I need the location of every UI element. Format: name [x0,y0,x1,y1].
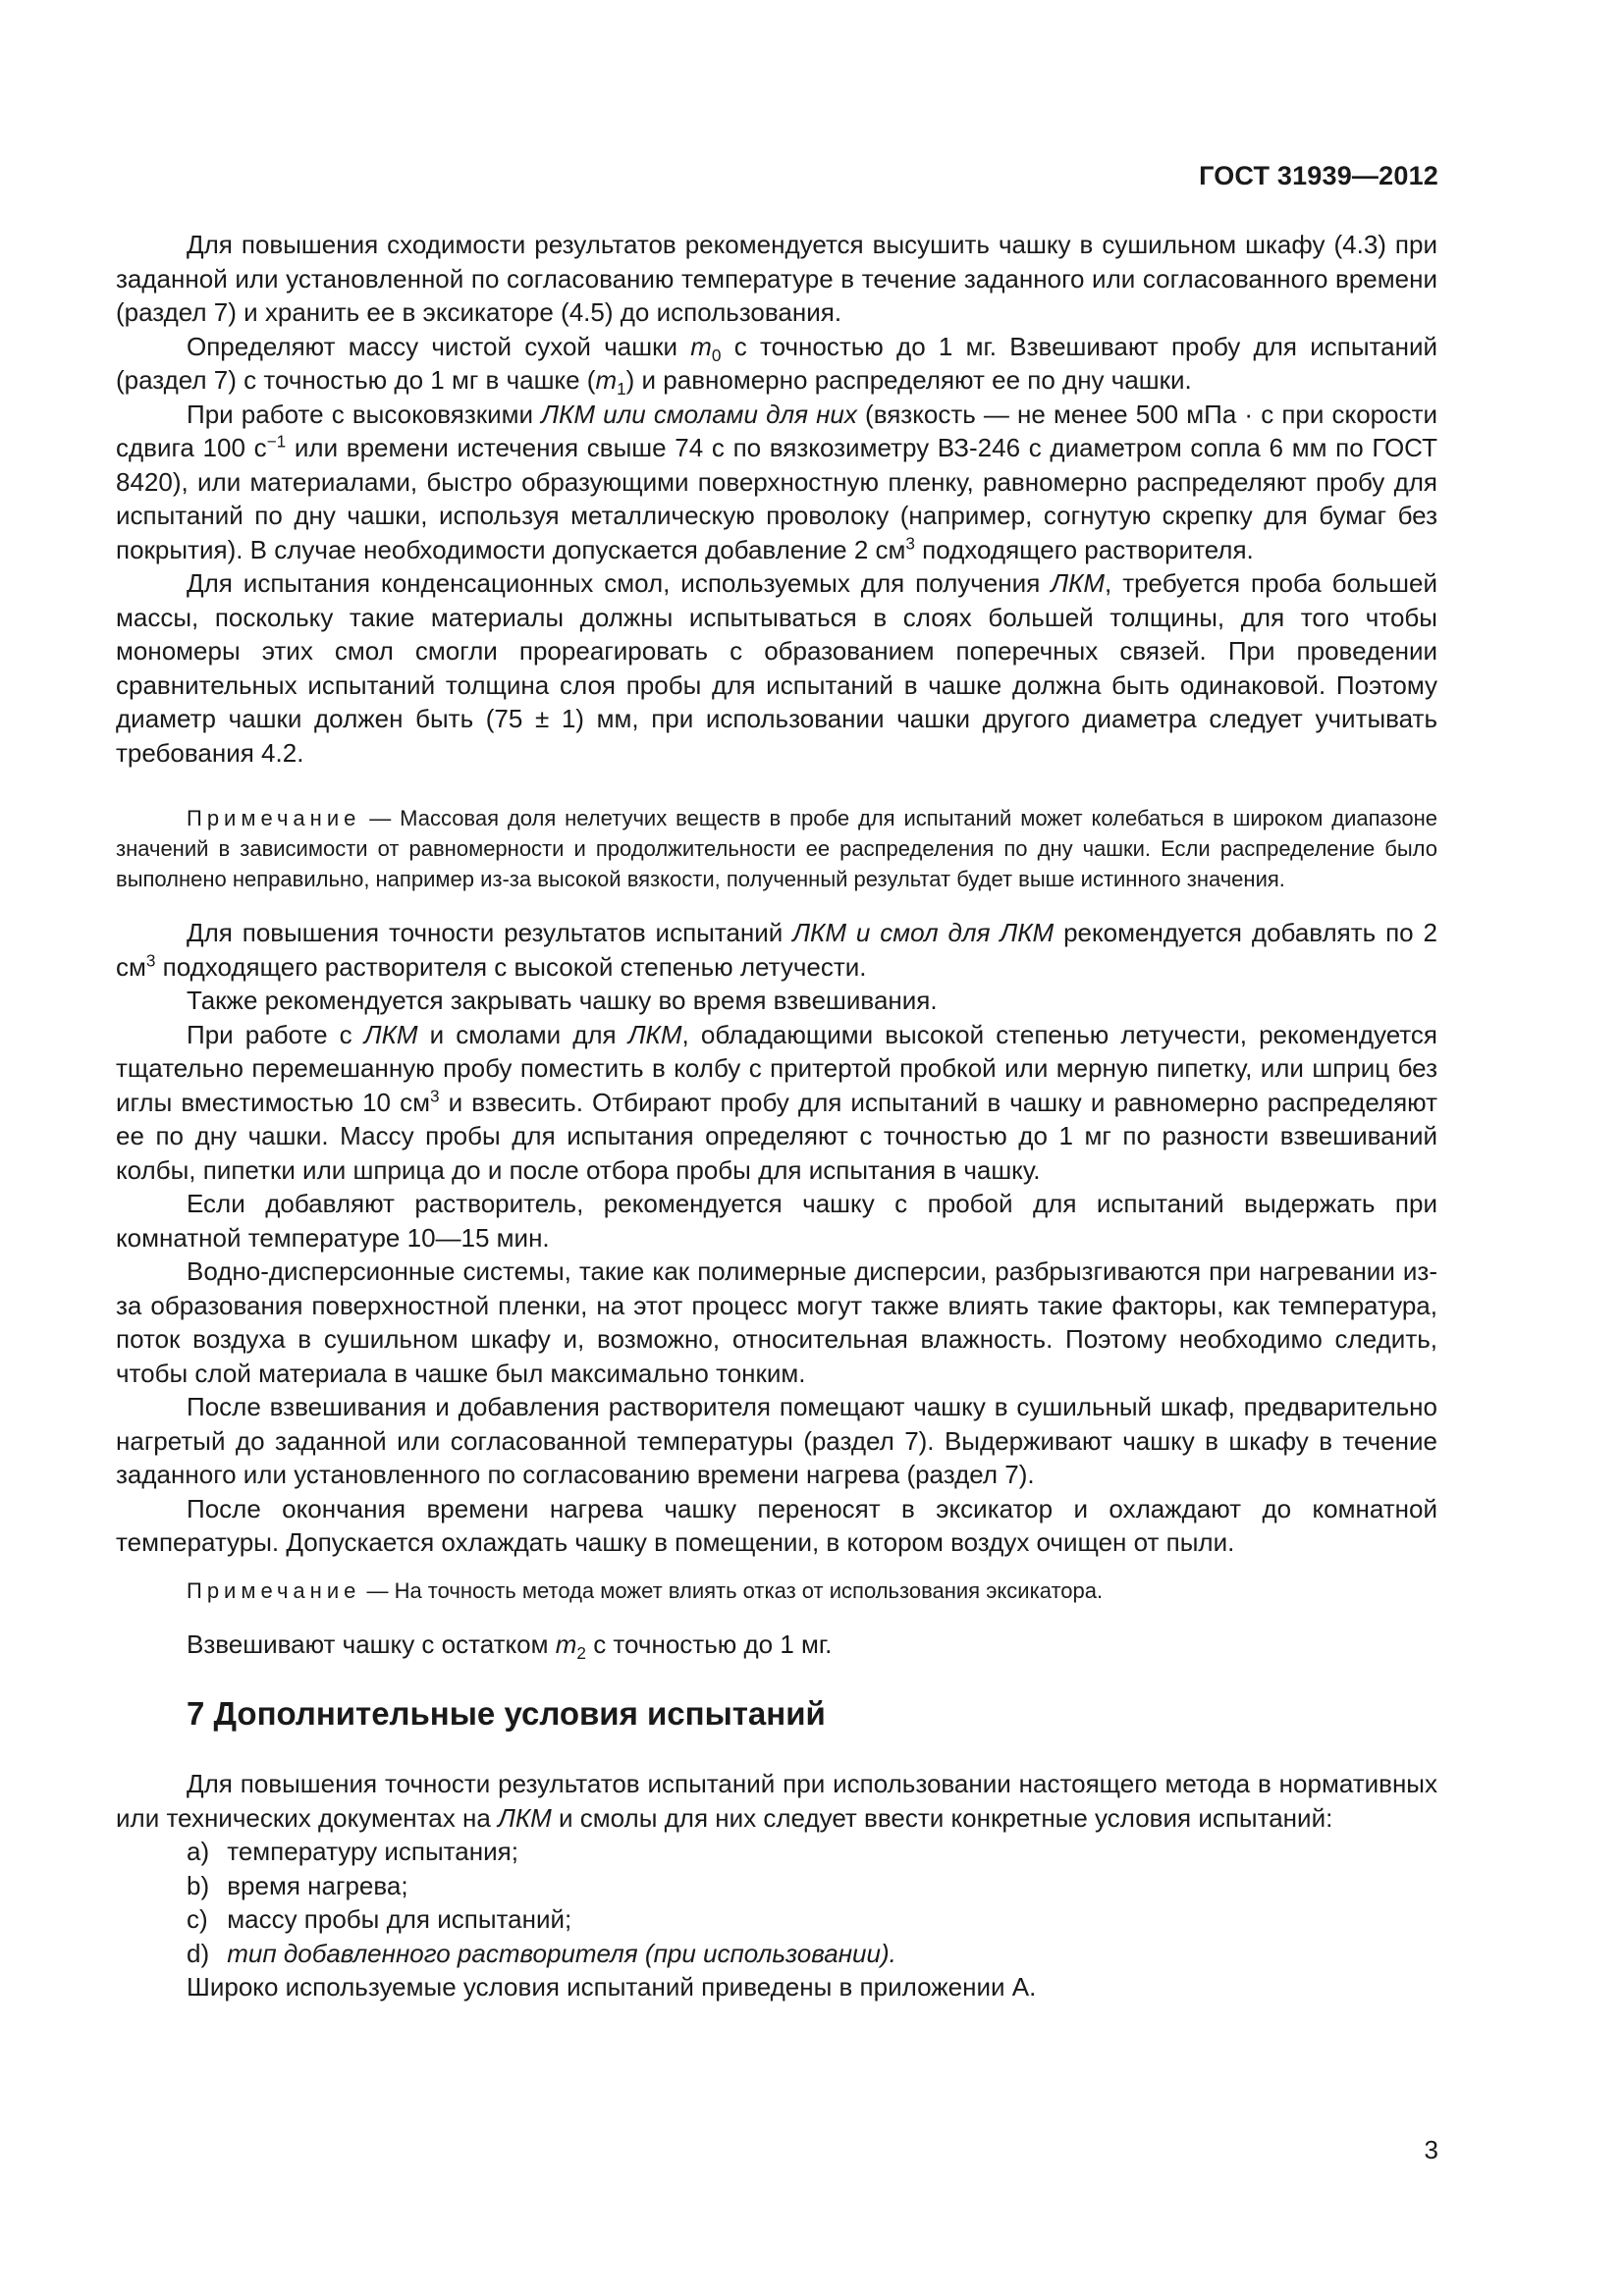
paragraph-annex-reference: Широко используемые условия испытаний приведены в приложении А. [187,1972,1037,2002]
symbol-m1: m [595,365,618,395]
symbol-m2: m [555,1629,577,1659]
paragraph-test-conditions: Для повышения точности результатов испытаний при использовании настоящего метода в нормативных или технических документах на ЛКМ и смолы для них следует ввести конкретные условия испытаний: [116,1769,1437,1833]
section-7-heading: 7 Дополнительные условия испытаний [187,1695,826,1732]
list-item: b) время нагрева; [187,1870,408,1900]
symbol-m0: m [690,331,712,361]
paragraph-condensation-resins: Для испытания конденсационных смол, используемых для получения ЛКМ, требуется проба большей массы, поскольку такие материалы должны испытываться в слоях большей толщины, для того чтобы мономеры этих смол смогли прореагировать с образованием поперечных связей. При проведении сравнительных испытаний толщина слоя пробы для испытаний в чашке должна быть одинаковой. Поэтому диаметр чашки должен быть (75 ± 1) мм, при использовании чашки другого диаметра следует учитывать требования 4.2. [116,568,1438,768]
paragraph-drying-dish: Для повышения сходимости результатов рекомендуется высушить чашку в сушильном шкафу (4.3) при заданной или установленной по согласованию температуре в течение заданного или согласованного времени (раздел 7) и хранить ее в эксикаторе (4.5) до использования. [116,230,1437,327]
paragraph-solvent-hold: Если добавляют растворитель, рекомендуется чашку с пробой для испытаний выдержать при комнатной температуре 10—15 мин. [116,1189,1437,1253]
note-mass-fraction: Примечание — Массовая доля нелетучих веществ в пробе для испытаний может колебаться в широком диапазоне значений в зависимости от равномерности и продолжительности ее распределения по дну чашки. Если распределение было выполнено неправильно, например из-за высокой вязкости, полученный результат будет выше истинного значения. [116,806,1437,891]
paragraph-high-viscosity: При работе с высоковязкими ЛКМ или смолами для них (вязкость — не менее 500 мПа · с при скорости сдвига 100 $с^{-1}$ или времени истечения свыше 74 с по вязкозиметру ВЗ-246 с диаметром сопла 6 мм по ГОСТ 8420), или материалами, быстро образующими поверхностную пленку, равномерно распределяют пробу для испытаний по дну чашки, используя металлическую проволоку (например, согнутую скрепку для бумаг без покрытия). В случае необходимости допускается добавление 2 $см^3$ подходящего растворителя. [116,399,1438,564]
paragraph-residue-mass: Взвешивают чашку с остатком $m_2$ с точностью до 1 мг. [187,1629,833,1663]
paragraph-water-dispersion: Водно-дисперсионные системы, такие как полимерные дисперсии, разбрызгиваются при нагревании из-за образования поверхностной пленки, на этот процесс могут также влиять такие факторы, как температура, поток воздуха в сушильном шкафу и, возможно, относительная влажность. Поэтому необходимо следить, чтобы слой материала в чашке был максимально тонким. [116,1256,1437,1388]
note-desiccator: Примечание — На точность метода может влиять отказ от использования эксикатора. [187,1577,1104,1603]
list-item: а) температуру испытания; [187,1837,518,1866]
paragraph-oven: После взвешивания и добавления растворителя помещают чашку в сушильный шкаф, предварительно нагретый до заданной или согласованной температуры (раздел 7). Выдерживают чашку в шкафу в течение заданного или установленного по согласованию времени нагрева (раздел 7). [116,1392,1437,1489]
list-item: с) массу пробы для испытаний; [187,1904,572,1934]
page-content [116,228,1437,2004]
document-code-header: ГОСТ 31939—2012 [1199,161,1438,190]
note-label: Примечание [187,1577,361,1603]
page-number: 3 [1424,2135,1438,2164]
paragraph-volatile: При работе с ЛКМ и смолами для ЛКМ, обладающими высокой степенью летучести, рекомендуется тщательно перемешанную пробу поместить в колбу с притертой пробкой или мерную пипетку, или шприц без иглы вместимостью 10 $см^3$ и взвесить. Отбирают пробу для испытаний в чашку и равномерно распределяют ее по дну чашки. Массу пробы для испытания определяют с точностью до 1 мг по разности взвешиваний колбы, пипетки или шприца до и после отбора пробы для испытания в чашку. [116,1019,1438,1185]
paragraph-close-dish: Также рекомендуется закрывать чашку во время взвешивания. [187,986,938,1015]
paragraph-accuracy-solvent: Для повышения точности результатов испытаний ЛКМ и смол для ЛКМ рекомендуется добавлять по 2 $см^3$ подходящего растворителя с высокой степенью летучести. [116,918,1437,982]
conditions-list [116,1835,1437,1970]
note-label: Примечание [187,806,361,830]
paragraph-dish-mass: Определяют массу чистой сухой чашки $m_0$ с точностью до 1 мг. Взвешивают пробу для испытаний (раздел 7) с точностью до 1 мг в чашке $(m_1)$ и равномерно распределяют ее по дну чашки. [116,331,1437,400]
list-item: d) тип добавленного растворителя (при использовании). [187,1938,896,1968]
paragraph-cooling: После окончания времени нагрева чашку переносят в эксикатор и охлаждают до комнатной температуры. Допускается охлаждать чашку в помещении, в котором воздух очищен от пыли. [116,1493,1437,1557]
